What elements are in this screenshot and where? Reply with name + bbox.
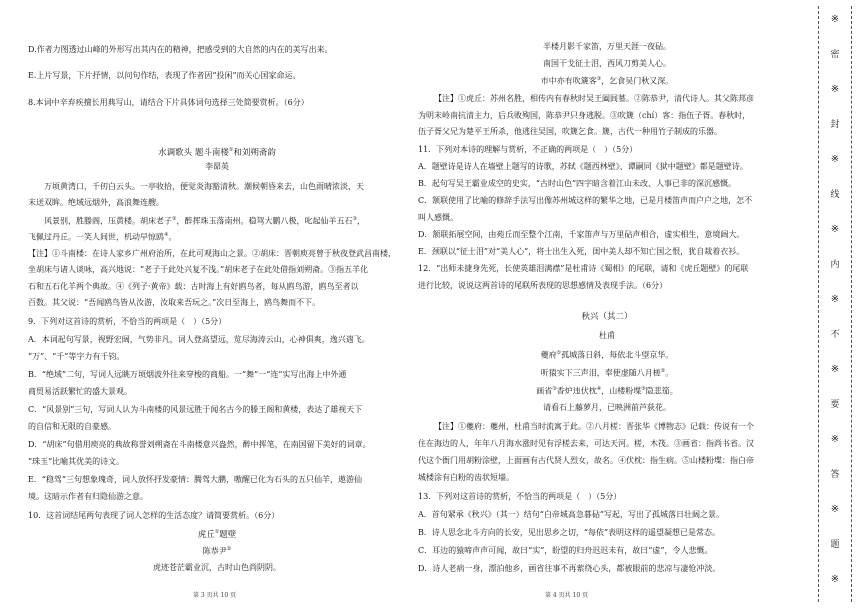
- binding-char: 线: [827, 187, 843, 203]
- q11-option-a: A．题壁诗是诗人在墙壁上题写的诗歌，苏轼《题西林壁》、谭嗣同《狱中题壁》都是题壁诗。: [418, 162, 748, 171]
- q11-option-e: E．颈联以“征士泪”对“美人心”，将士出生入死，闺中美人却不知亡国之恨，犹自裁着衣衫。: [418, 247, 745, 256]
- poem3-title: 秋兴（其二）: [581, 312, 633, 322]
- q9-option-b: 商贸易活跃繁忙的盛大景观。: [28, 387, 132, 396]
- question-12: 12．“出师未捷身先死，长使英雄泪满襟”是杜甫诗《蜀相》的尾联，请和《虎丘题壁》的尾联: [418, 264, 749, 273]
- question-10: 10．这首词结尾两句表现了词人怎样的生活态度？请简要赏析。（6分）: [28, 511, 280, 520]
- binding-char: 封: [827, 117, 843, 133]
- question-11: 11．下列对本诗的理解与赏析，不正确的两项是（ ）（5分）: [418, 145, 638, 154]
- poem2-line: 虎迹苍茫霸业沉，古时山色尚阴阴。: [153, 563, 281, 572]
- binding-char: 题: [827, 537, 843, 553]
- poem3-line: 请看石上藤萝月，已映洲前芦荻花。: [543, 403, 671, 412]
- poem3-line: 画省③香炉违伏枕④，山楼粉堞⑤隐悲笳。: [536, 386, 678, 396]
- poem3-note: 住在海边的人，年年八月海水涨时见有浮槎去来，可达天河。槎，木筏。③画省：指尚书省。汉: [418, 439, 754, 448]
- poem1-note: 石和五石化羊两个典故。④《列子·黄帝》载：古时海上有好鸥鸟者，每从鸥鸟游，鸥鸟至者以: [28, 282, 359, 291]
- binding-char: 要: [827, 397, 843, 413]
- poem1-line: 万顷黄湾口，千仞白云头。一亭收拾，便觉炎海豁清秋。潮候朝昏来去，山色雨晴浓淡，天: [44, 182, 364, 191]
- page-number-left: 第 3 页共 10 页: [193, 592, 237, 599]
- binding-char: ※: [827, 572, 843, 588]
- q13-option-d: D．诗人老病一身，漂泊他乡，画省往事不再萦绕心头，都被眼前的悲凉与凄怆冲淡。: [418, 564, 721, 573]
- poem2-author: 陈恭尹②: [202, 546, 232, 556]
- page-number-right: 第 4 页共 10 页: [545, 592, 589, 599]
- q13-option-c: C．耳边的猿啼声声可闻，故曰“实”，盼望的归舟迟迟未有，故曰“虚”，令人悲慨。: [418, 546, 713, 555]
- binding-char: ※: [827, 82, 843, 98]
- q11-option-d: D．颔联拓展空间，由苑丘而至整个江南，千家笛声与万里砧声相合，虚实相生，意境阔大。: [418, 230, 745, 239]
- poem3-line: 听猿实下三声泪，奉使虚随八月槎②。: [540, 368, 674, 378]
- q9-option-c: 的自信和无限的自豪感。: [28, 422, 116, 431]
- q13-option-b: B．诗人思念北斗方向的长安，见出思乡之切，“每依”表明这样的遥望凝想已是常态。: [418, 528, 721, 537]
- q9-option-e: E．“稳驾”三句想象瑰奇，词人放怀抒发豪情：腾驾大鹏，嗷醒已化为石头的五只仙羊，遨游仙: [28, 475, 363, 484]
- binding-char: ※: [827, 362, 843, 378]
- poem1-note: 坐胡床与诸人谈咏，高兴地说：“老子于此处兴复不浅。”胡床老子在此处借指刘朔斋。③指五羊化: [28, 265, 369, 274]
- binding-char: 内: [827, 257, 843, 273]
- binding-char: ※: [827, 292, 843, 308]
- q11-option-b: B．起句写吴王霸业成空的史实，“古时山色”四字暗含着江山未改、人事已非的深沉感慨。: [418, 179, 737, 188]
- question-12: 进行比较，说说这两首诗的尾联所表现的思想感情及表现手法。（6分）: [418, 281, 668, 290]
- binding-char: ※: [827, 502, 843, 518]
- poem2-note: 【注】①虎丘：苏州名胜，相传内有春秋时吴王阖闾墓。②陈恭尹，清代诗人。其父陈邦彦: [434, 94, 754, 103]
- q11-option-c: C．颔联使用了比喻的修辞手法写出像苏州城这样的繁华之地，已是月楼笛声而户户之地，怎不: [418, 196, 753, 205]
- question-9: 9．下列对这首诗的赏析，不恰当的两项是（ ）（5分）: [28, 317, 227, 326]
- poem3-note: 城楼涂有白粉的齿状短墙。: [418, 473, 514, 482]
- option-d: D.作者力图透过山峰的外形写出其内在的精神，把感受到的大自然的内在的美写出来。: [28, 45, 333, 54]
- poem3-note: 【注】①夔府：夔州，杜甫当时流寓于此。②八月槎：晋张华《博物志》记载：传说有一个: [434, 422, 754, 431]
- q9-option-b: B．“绝域”二句，写词人远眺万顷烟波外往来穿梭的商船。一“舞”一“连”实写出海上中外通: [28, 370, 347, 379]
- q13-option-a: A．首句紧承《秋兴》（其一）结句“白帝城高急暮砧”写起，写出了孤城落日壮阔之景。: [418, 510, 724, 519]
- poem2-note: 为明末岭南抗清主力，后兵败殉国，陈恭尹只身逃脱。③吹篪（chí）客：指伍子胥。春秋时，: [418, 111, 751, 120]
- poem1-line: 飞佩过丹丘。一笑人间世，机动早惊鸥④。: [28, 232, 177, 242]
- q9-option-e: 境。这暗示作者有归隐仙游之意。: [28, 492, 148, 501]
- poem3-author: 杜甫: [599, 331, 615, 340]
- binding-strip: [810, 0, 860, 608]
- poem3-line: 夔府①孤城落日斜，每依北斗望京华。: [540, 350, 674, 360]
- poem1-line: 风景别，胜滕阁，压黄楼。胡床老子②，醉挥珠玉落南州。稳驾大鹏八极，叱起仙羊五石③，: [44, 216, 365, 226]
- poem2-line: 市中亦有吹篪客③，乞食吴门秋又深。: [540, 76, 674, 86]
- binding-char: ※: [827, 222, 843, 238]
- binding-char: ※: [827, 432, 843, 448]
- q9-option-a: “万”、“千”等字力有千钧。: [28, 352, 125, 361]
- binding-char: 密: [827, 47, 843, 63]
- poem2-note: 伍子胥父兄为楚平王所杀，他逃往吴国，吹篪乞食。篪，古代一种用竹子制成的乐器。: [418, 127, 722, 136]
- poem2-line: 半楼月影千家笛，万里天涯一夜砧。: [543, 42, 671, 51]
- q9-option-c: C．“风景别”三句，写词人认为斗南楼的风景远胜于闻名古今的滕王阁和黄楼，表达了雄视天下: [28, 405, 363, 414]
- option-e: E.上片写景，下片抒情，以问句作结，表现了作者因“投闲”而关心国家命运。: [28, 71, 301, 80]
- poem1-note: 百数。其父说：“吾闻鸥鸟皆从汝游，汝取来吾玩之。”次日至海上，鸥鸟舞而不下。: [28, 298, 321, 307]
- poem2-title: 虎丘①题壁: [197, 529, 237, 540]
- poem1-line: 末送双眸。绝域远烟外，高浪舞连艘。: [28, 198, 164, 207]
- q11-option-c: 叫人感慨。: [418, 213, 458, 222]
- poem1-author: 李昴英: [205, 162, 229, 171]
- binding-char: ※: [827, 12, 843, 28]
- poem1-note: 【注】①斗南楼：在诗人家乡广州府治所，在此可观海山之景。②胡床：晋朝庾亮曾于秋夜登武昌南楼，: [28, 249, 396, 258]
- q9-option-d: “珠玉”比喻其优美的诗文。: [28, 457, 125, 466]
- binding-char: ※: [827, 152, 843, 168]
- binding-char: 不: [827, 327, 843, 343]
- poem1-title: 水调歌头 题斗南楼①和刘朔斋韵: [158, 147, 276, 158]
- poem2-line: 南国干戈征士泪，西风刀剪美人心。: [543, 59, 671, 68]
- q9-option-a: A．本词起句写景，视野宏阔，气势非凡，词人登高望远，览尽海涛云山，心神俱爽，逸兴遄飞。: [28, 335, 370, 344]
- binding-char: 答: [827, 467, 843, 483]
- question-13: 13．下列对这首诗的赏析，不恰当的两项是（ ）（5分）: [418, 492, 622, 501]
- q9-option-d: D．“胡床”句借用庾亮的典故称誉刘朔斋在斗南楼意兴盎然，醉中挥笔，在南国留下美好的词章。: [28, 440, 371, 449]
- poem3-note: 代这个衙门用胡粉涂壁，上面画有古代贤人烈女，故名。④伏枕：指生病。⑤山楼粉堞：指白帝: [418, 456, 754, 465]
- question-8: 8.本词中辛弃疾擅长用典写山，请结合下片具体词句选择三处简要赏析。（6分）: [28, 98, 309, 107]
